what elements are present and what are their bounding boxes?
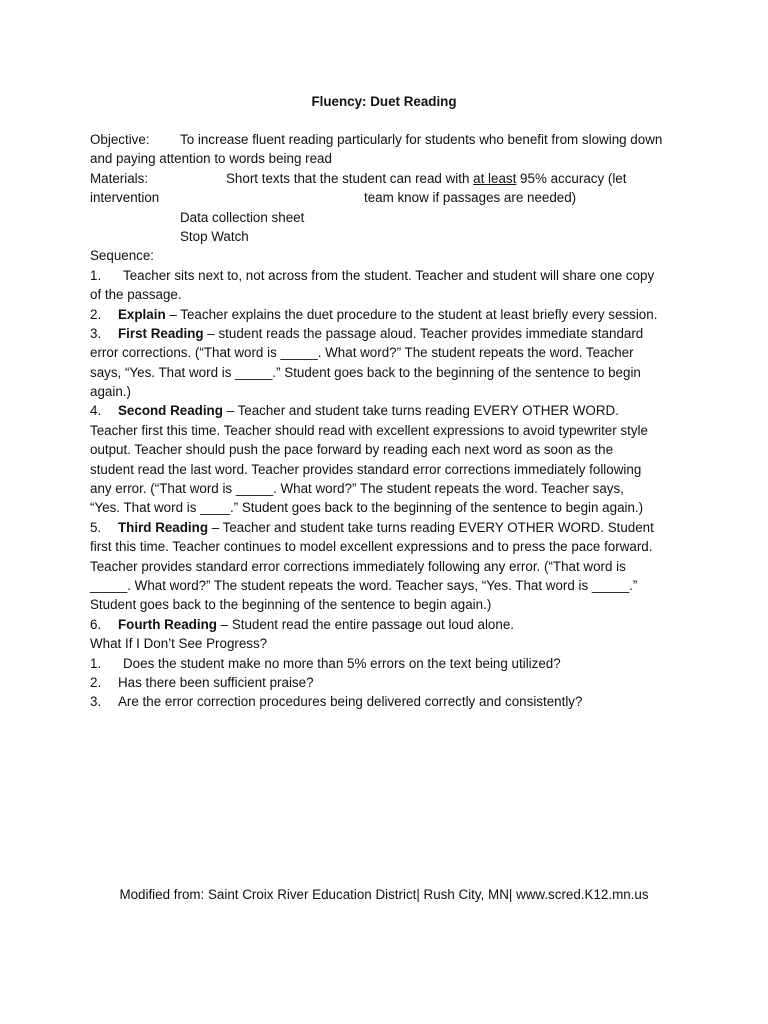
step-5-text: – Teacher and student take turns reading EVERY OTHER WORD. Student (208, 519, 654, 535)
materials-item-data-sheet: Data collection sheet (180, 209, 305, 225)
step-5-line-5: Student goes back to the beginning of the sentence to begin again.) (90, 597, 492, 613)
objective-line-1 (90, 130, 690, 149)
step-6-line-1 (90, 615, 690, 634)
step-1-line-2: of the passage. (90, 287, 182, 303)
materials-text-post: 95% accuracy (let (516, 170, 627, 186)
step-5-heading: Third Reading (118, 519, 209, 535)
step-3-line-1 (90, 324, 690, 343)
step-5-line-2: first this time. Teacher continues to model excellent expressions and to press the pace forward. (90, 539, 653, 555)
document-body (90, 130, 690, 712)
step-4-line-6: “Yes. That word is ____.” Student goes back to the beginning of the sentence to begin again.) (90, 500, 644, 516)
materials-text-left: intervention (90, 190, 160, 206)
step-5-line-4: _____. What word?” The student repeats the word. Teacher says, “Yes. That word is _____.” (90, 577, 638, 593)
step-6-number: 6. (90, 616, 102, 632)
progress-heading: What If I Don’t See Progress? (90, 636, 268, 652)
materials-text-underlined: at least (473, 170, 517, 186)
step-4-number: 4. (90, 403, 102, 419)
step-4-line-1 (90, 401, 690, 420)
step-2-line-1 (90, 305, 690, 324)
step-1-line-1 (90, 266, 690, 285)
objective-line-2: and paying attention to words being read (90, 151, 332, 167)
step-1-number: 1. (90, 267, 102, 283)
step-3-line-3: says, “Yes. That word is _____.” Student goes back to the beginning of the sentence to begin (90, 364, 641, 380)
step-5-number: 5. (90, 519, 102, 535)
progress-q2-number: 2. (90, 674, 102, 690)
progress-question-3 (90, 692, 690, 711)
materials-label: Materials: (90, 170, 149, 186)
page-title: Fluency: Duet Reading (311, 94, 457, 109)
step-2-text: – Teacher explains the duet procedure to the student at least briefly every session. (165, 306, 658, 322)
objective-label: Objective: (90, 132, 150, 147)
materials-text-right: team know if passages are needed) (364, 190, 577, 206)
step-6-heading: Fourth Reading (118, 616, 217, 632)
step-6-text: – Student read the entire passage out loud alone. (216, 616, 514, 632)
step-2-heading: Explain (118, 306, 166, 322)
step-2-number: 2. (90, 306, 102, 322)
step-3-line-4: again.) (90, 384, 131, 400)
objective-text-1: To increase fluent reading particularly for students who benefit from slowing down (180, 132, 663, 147)
materials-item-stop-watch: Stop Watch (180, 228, 249, 244)
step-1-text: Teacher sits next to, not across from the student. Teacher and student will share one copy (123, 267, 655, 283)
sequence-label: Sequence: (90, 248, 155, 264)
materials-line-1 (90, 169, 690, 188)
progress-question-2 (90, 673, 690, 692)
step-3-line-2: error corrections. (“That word is _____. What word?” The student repeats the word. Teacher (90, 345, 634, 361)
progress-question-1 (90, 654, 690, 673)
progress-q3-text: Are the error correction procedures being delivered correctly and consistently? (118, 694, 583, 710)
materials-text-pre: Short texts that the student can read with (226, 170, 474, 186)
progress-q3-number: 3. (90, 694, 102, 710)
progress-q1-text: Does the student make no more than 5% errors on the text being utilized? (123, 655, 561, 671)
step-4-line-3: output. Teacher should push the pace forward by reading each next word as soon as the (90, 442, 614, 458)
step-4-text: – Teacher and student take turns reading EVERY OTHER WORD. (222, 403, 619, 419)
step-5-line-3: Teacher provides standard error corrections immediately following any error. (“That word is (90, 558, 626, 574)
step-4-line-2: Teacher first this time. Teacher should read with excellent expressions to avoid typewriter style (90, 422, 648, 438)
step-4-line-5: any error. (“That word is _____. What word?” The student repeats the word. Teacher says, (90, 481, 624, 497)
progress-q2-text: Has there been sufficient praise? (118, 674, 314, 690)
step-3-heading: First Reading (118, 325, 204, 341)
step-5-line-1 (90, 518, 690, 537)
materials-line-2 (90, 188, 690, 207)
step-4-heading: Second Reading (118, 403, 223, 419)
progress-q1-number: 1. (90, 655, 102, 671)
page-footer: Modified from: Saint Croix River Education District| Rush City, MN| www.scred.K12.mn.us (119, 887, 649, 902)
step-3-text: – student reads the passage aloud. Teacher provides immediate standard (203, 325, 644, 341)
step-3-number: 3. (90, 325, 102, 341)
step-4-line-4: student read the last word. Teacher provides standard error corrections immediately following (90, 461, 642, 477)
